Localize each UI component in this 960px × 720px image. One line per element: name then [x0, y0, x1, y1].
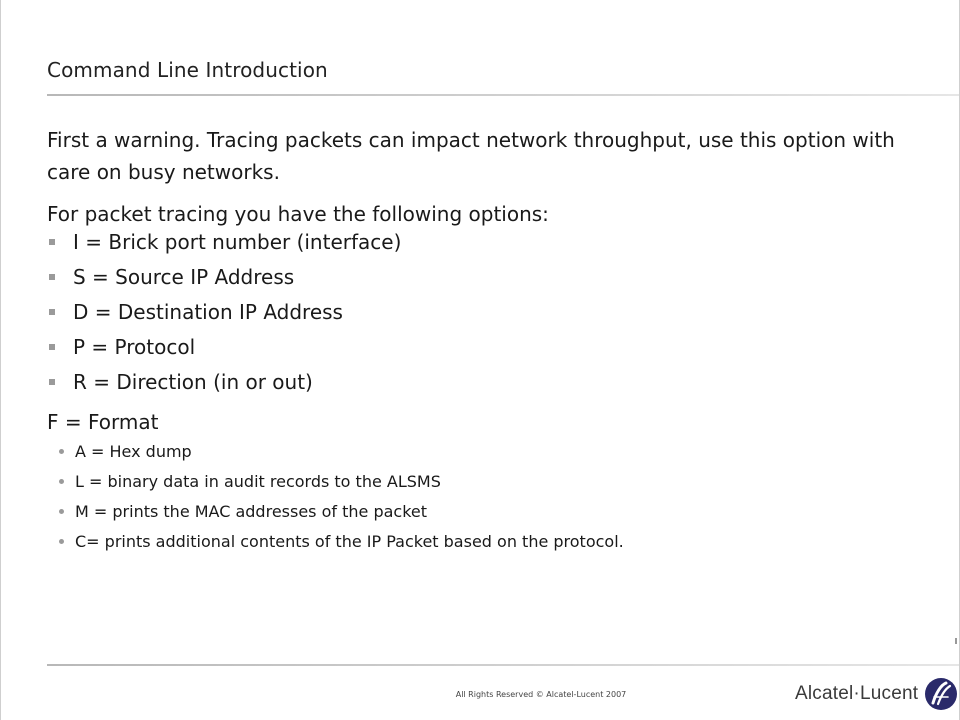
square-bullet-icon [49, 379, 55, 385]
option-text: I = Brick port number (interface) [73, 230, 402, 254]
list-item [47, 265, 907, 289]
list-item [47, 335, 907, 359]
company-logo [795, 676, 958, 712]
alcatel-lucent-logo-icon [924, 677, 958, 711]
options-list [47, 230, 907, 394]
square-bullet-icon [49, 274, 55, 280]
list-item [47, 532, 907, 552]
dot-bullet-icon [59, 479, 64, 484]
format-option-text: A = Hex dump [75, 442, 192, 461]
list-item [47, 370, 907, 394]
copyright-text: All Rights Reserved © Alcatel-Lucent 2007 [455, 690, 627, 699]
title-divider [47, 94, 959, 96]
square-bullet-icon [49, 344, 55, 350]
footer-divider [47, 664, 959, 666]
list-item [47, 472, 907, 492]
square-bullet-icon [49, 309, 55, 315]
option-text: D = Destination IP Address [73, 300, 343, 324]
format-option-text: M = prints the MAC addresses of the packet [75, 502, 428, 521]
option-text: R = Direction (in or out) [73, 370, 313, 394]
format-options-list [47, 442, 907, 552]
dot-bullet-icon [59, 509, 64, 514]
slide-body [47, 124, 907, 562]
warning-paragraph: First a warning. Tracing packets can impact network throughput, use this option with care on busy networks. [47, 128, 895, 184]
edge-tick-mark [955, 638, 957, 644]
format-option-text: L = binary data in audit records to the ALSMS [75, 472, 441, 491]
square-bullet-icon [49, 239, 55, 245]
logo-wordmark: Alcatel·Lucent [795, 683, 919, 704]
option-text: P = Protocol [73, 335, 196, 359]
slide-title: Command Line Introduction [47, 58, 328, 82]
list-item [47, 442, 907, 462]
format-option-text: C= prints additional contents of the IP Packet based on the protocol. [75, 532, 624, 551]
format-heading: F = Format [47, 410, 159, 434]
option-text: S = Source IP Address [73, 265, 295, 289]
list-item [47, 300, 907, 324]
options-intro: For packet tracing you have the following options: [47, 202, 549, 226]
dot-bullet-icon [59, 539, 64, 544]
dot-bullet-icon [59, 449, 64, 454]
list-item [47, 230, 907, 254]
list-item [47, 502, 907, 522]
